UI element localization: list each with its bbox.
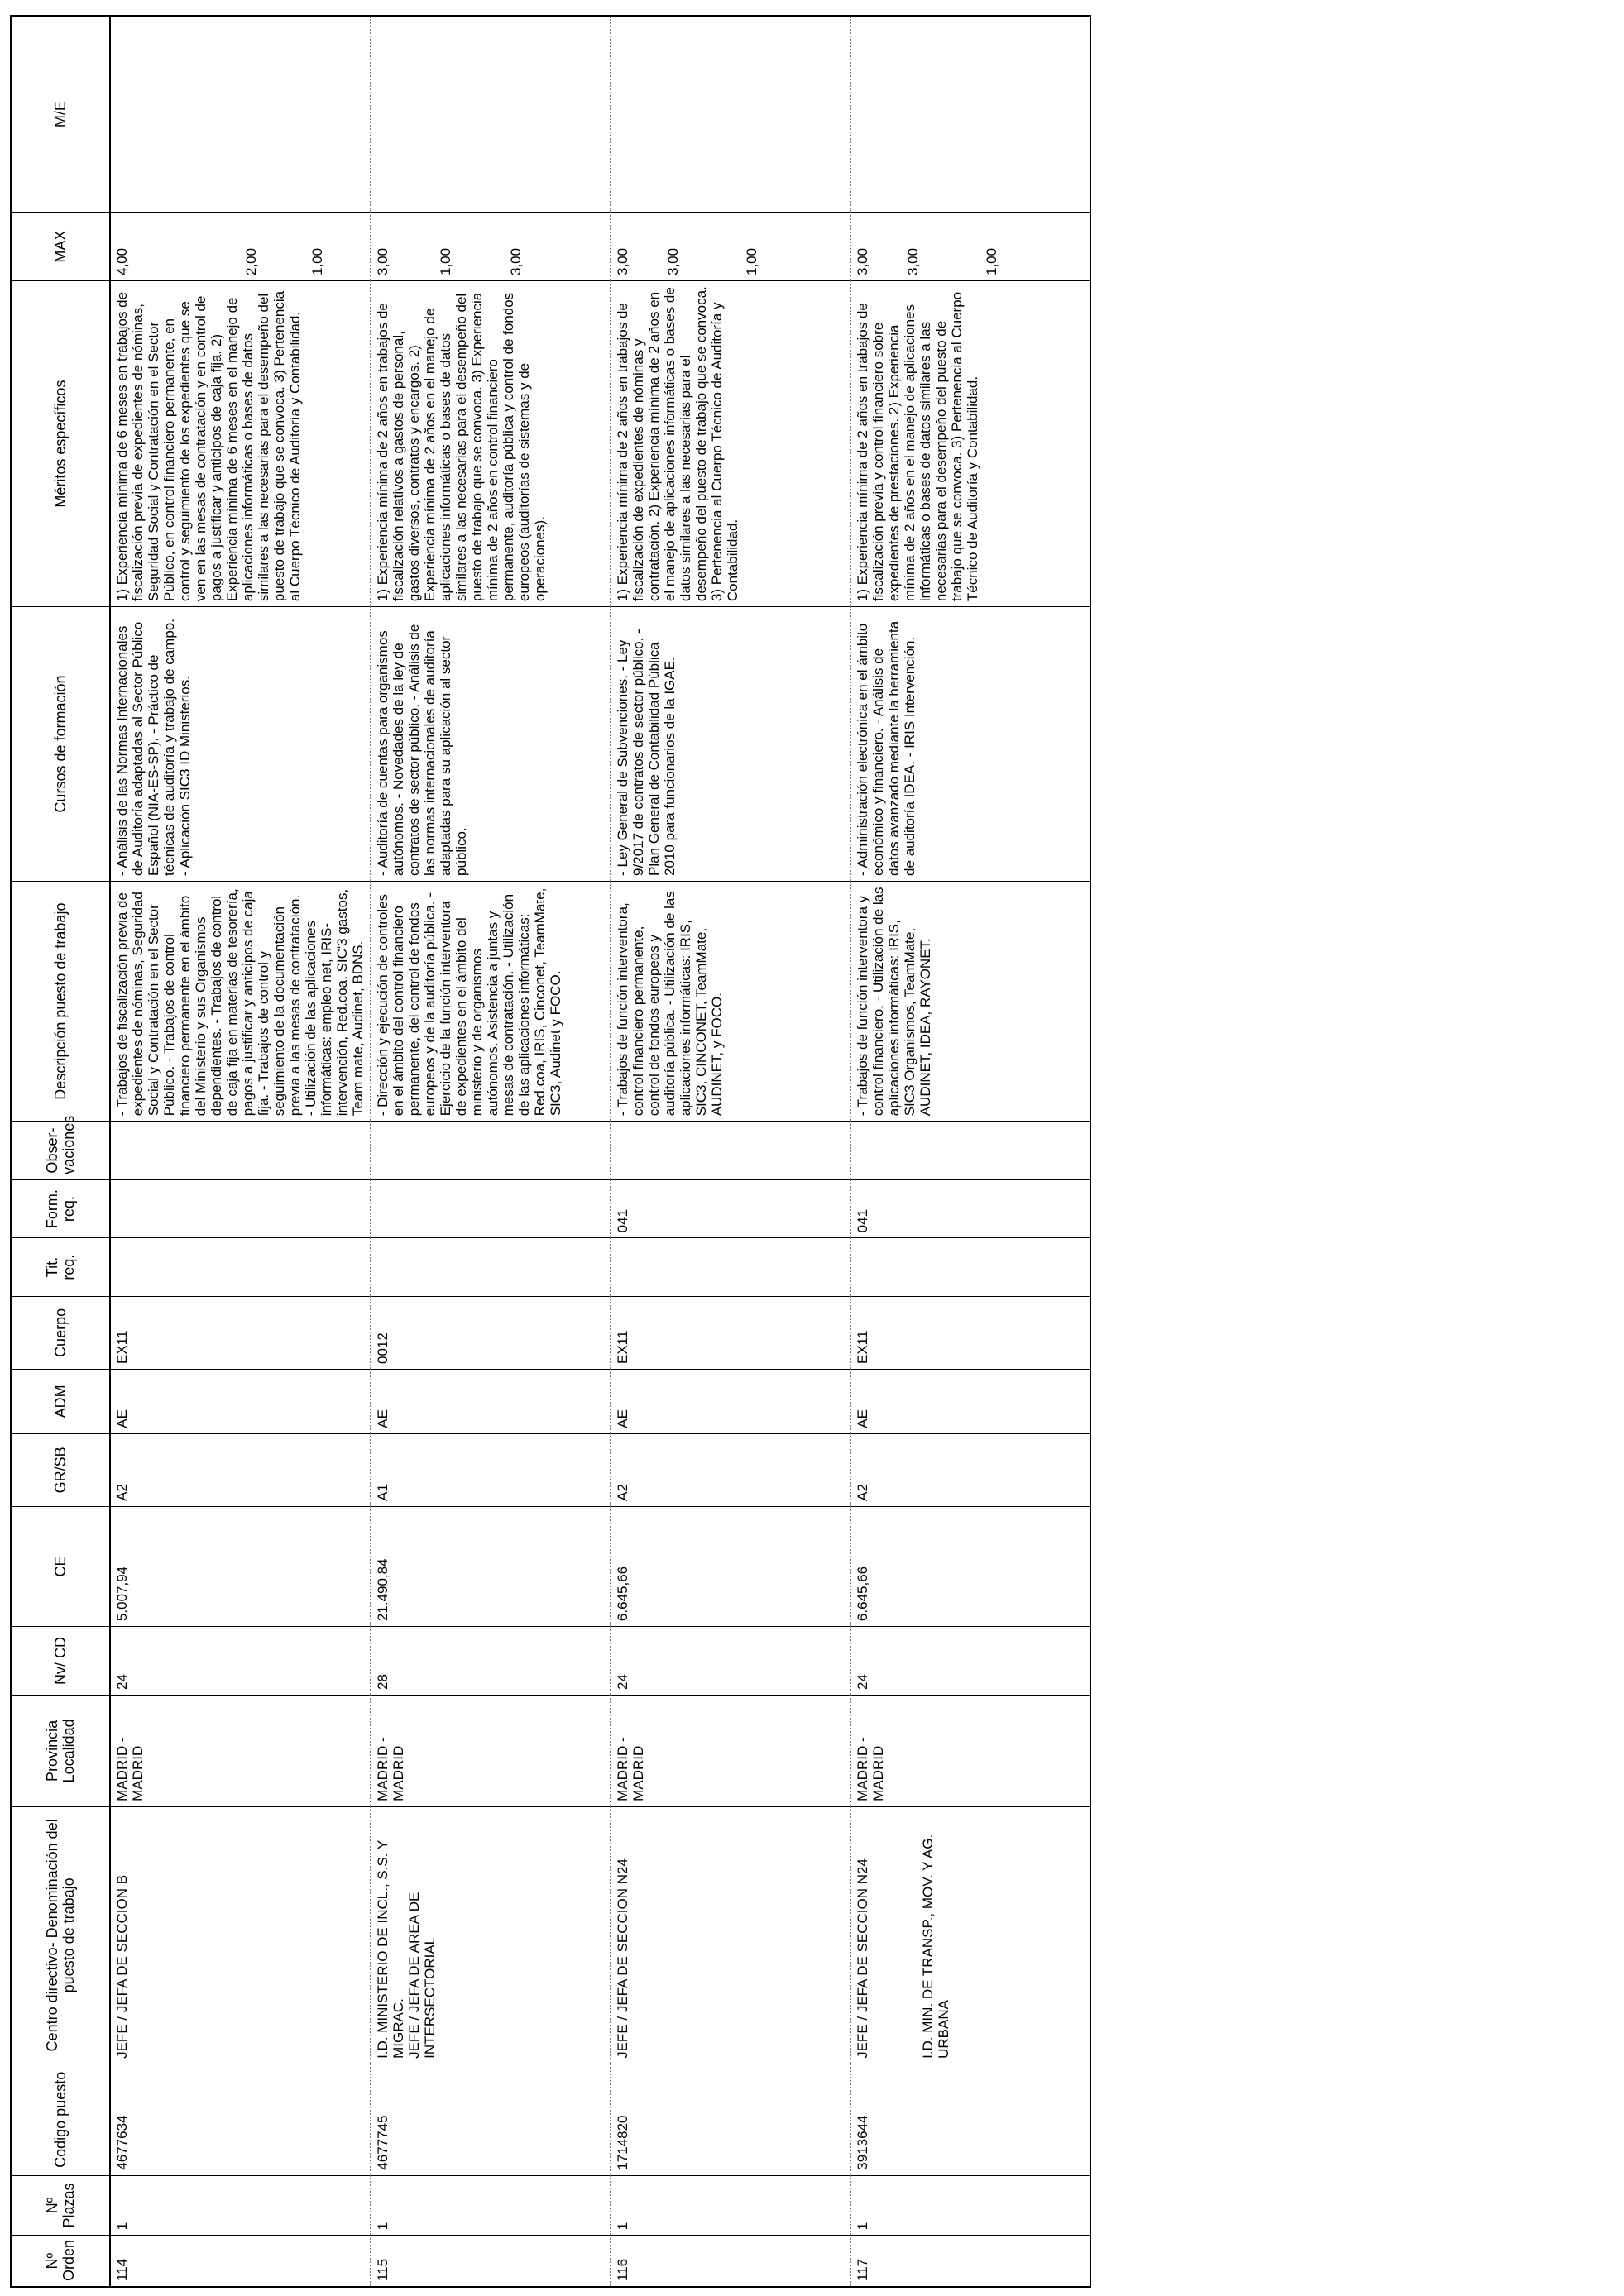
cell-grupo: A2: [850, 1433, 1090, 1506]
job-positions-table: [10, 15, 1091, 2288]
cell-me: [850, 16, 1090, 213]
header-plazas: Nº Plazas: [11, 2175, 110, 2236]
cell-plazas: 1: [371, 2175, 611, 2236]
max-value: 1,00: [983, 247, 999, 276]
header-nivel: Nv/ CD: [11, 1627, 110, 1696]
header-centro: Centro directivo- Denominación del puesto de trabajo: [11, 1806, 110, 2064]
cell-ce: 6.645,66: [611, 1506, 850, 1626]
cell-grupo: A2: [611, 1433, 850, 1506]
cell-formacion: [110, 1179, 371, 1238]
cell-observaciones: [110, 1122, 371, 1180]
directive-center: I.D. MIN. DE TRANSP., MOV. Y AG. URBANA: [919, 1834, 951, 2059]
cell-provincia: MADRID - MADRID: [371, 1696, 611, 1807]
cell-adm: AE: [110, 1369, 371, 1433]
header-grupo: GR/SB: [11, 1433, 110, 1506]
cell-codigo: 4677634: [110, 2064, 371, 2175]
cell-formacion: 041: [850, 1179, 1090, 1238]
max-value: 3,00: [614, 247, 630, 276]
cell-provincia: MADRID - MADRID: [850, 1696, 1090, 1807]
directive-center: I.D. MINISTERIO DE INCL., S.S. Y MIGRAC.: [374, 1840, 406, 2059]
cell-formacion: [371, 1179, 611, 1238]
cell-max: [371, 213, 611, 281]
max-value: 1,00: [437, 247, 453, 276]
max-value: 3,00: [507, 247, 524, 276]
position-title: JEFE / JEFA DE SECCION B: [114, 1874, 130, 2059]
header-cuerpo: Cuerpo: [11, 1296, 110, 1369]
max-value: 3,00: [854, 247, 870, 276]
cell-nivel: 24: [611, 1627, 850, 1696]
cell-cursos: - Ley General de Subvenciones. - Ley 9/2017 de contratos de sector público. - Plan General de Contabilidad Pública 2010 para funcionarios de la IGAE.: [611, 607, 850, 882]
cell-meritos: 1) Experiencia mínima de 6 meses en trabajos de fiscalización previa de expedientes de nóminas, Seguridad Social y Contratación en el Sector Público, en control financiero permanente, en control y seguimiento de los expedientes que se ven en las mesas de contratación y en control de pagos a justificar y anticipos de caja fija. 2) Experiencia mínima de 6 meses en el manejo de aplicaciones informáticas o bases de datos similares a las necesarias para el desempeño del puesto de trabajo que se convoca. 3) Pertenencia al Cuerpo Técnico de Auditoría y Contabilidad.: [110, 281, 371, 607]
cell-max: [611, 213, 850, 281]
cell-titulacion: [371, 1238, 611, 1297]
header-formacion: Form. req.: [11, 1179, 110, 1238]
cell-me: [371, 16, 611, 213]
cell-meritos: 1) Experiencia mínima de 2 años en trabajos de fiscalización de expedientes de nóminas y contratación. 2) Experiencia mínima de 2 años en el manejo de aplicaciones informáticas o bases de datos similares a las necesarias para el desempeño del puesto de trabajo que se convoca. 3) Pertenencia al Cuerpo Técnico de Auditoría y Contabilidad.: [611, 281, 850, 607]
cell-plazas: 1: [611, 2175, 850, 2236]
max-value: 1,00: [309, 247, 325, 276]
header-max: MAX: [11, 213, 110, 281]
table-row: [611, 16, 850, 2287]
header-row: [11, 16, 110, 2287]
cell-codigo: 4677745: [371, 2064, 611, 2175]
header-meritos: Méritos específicos: [11, 281, 110, 607]
cell-plazas: 1: [850, 2175, 1090, 2236]
cell-me: [110, 16, 371, 213]
position-title: JEFE / JEFA DE AREA DE INTERSECTORIAL: [405, 1892, 438, 2059]
cell-ce: 21.490,84: [371, 1506, 611, 1626]
position-title: JEFE / JEFA DE SECCION N24: [854, 1858, 870, 2059]
table-row: [371, 16, 611, 2287]
max-value: 3,00: [374, 247, 390, 276]
cell-adm: AE: [850, 1369, 1090, 1433]
cell-centro: [371, 1806, 611, 2064]
cell-orden: 114: [110, 2236, 371, 2287]
header-descripcion: Descripción puesto de trabajo: [11, 881, 110, 1121]
header-adm: ADM: [11, 1369, 110, 1433]
cell-plazas: 1: [110, 2175, 371, 2236]
cell-codigo: 3913644: [850, 2064, 1090, 2175]
header-ce: CE: [11, 1506, 110, 1626]
header-codigo: Codigo puesto: [11, 2064, 110, 2175]
cell-grupo: A2: [110, 1433, 371, 1506]
max-value: 3,00: [904, 247, 921, 276]
cell-nivel: 28: [371, 1627, 611, 1696]
cell-centro: [611, 1806, 850, 2064]
cell-centro: [850, 1806, 1090, 2064]
header-provincia: Provincia Localidad: [11, 1696, 110, 1807]
cell-observaciones: [611, 1122, 850, 1180]
cell-meritos: 1) Experiencia mínima de 2 años en trabajos de fiscalización previa y control financiero sobre expedientes de prestaciones. 2) Experiencia mínima de 2 años en el manejo de aplicaciones informáticas o bases de datos similares a las necesarias para el desempeño del puesto de trabajo que se convoca. 3) Pertenencia al Cuerpo Técnico de Auditoría y Contabilidad.: [850, 281, 1090, 607]
cell-provincia: MADRID - MADRID: [110, 1696, 371, 1807]
max-value: 3,00: [664, 247, 681, 276]
cell-cuerpo: EX11: [611, 1296, 850, 1369]
cell-meritos: 1) Experiencia mínima de 2 años en trabajos de fiscalización relativos a gastos de personal, gastos diversos, contratos y encargos. 2) Experiencia mínima de 2 años en el manejo de aplicaciones informáticas o bases de datos similares a las necesarias para el desempeño del puesto de trabajo que se convoca. 3) Experiencia mínima de 2 años en control financiero permanente, auditoría pública y control de fondos europeos (auditorías de sistemas y de operaciones).: [371, 281, 611, 607]
header-me: M/E: [11, 16, 110, 213]
max-value: 1,00: [743, 247, 759, 276]
cell-ce: 5.007,94: [110, 1506, 371, 1626]
table-row: [110, 16, 371, 2287]
cell-adm: AE: [371, 1369, 611, 1433]
cell-nivel: 24: [850, 1627, 1090, 1696]
cell-me: [611, 16, 850, 213]
cell-max: [850, 213, 1090, 281]
cell-observaciones: [850, 1122, 1090, 1180]
cell-orden: 116: [611, 2236, 850, 2287]
max-value: 4,00: [114, 247, 130, 276]
cell-descripcion: - Trabajos de función interventora, control financiero permanente, control de fondos europeos y auditoría pública. - Utilización de las aplicaciones informáticas: IRIS, SIC3, CINCONET, TeamMate, AUDINET, y FOCO.: [611, 881, 850, 1121]
cell-orden: 117: [850, 2236, 1090, 2287]
cell-nivel: 24: [110, 1627, 371, 1696]
header-orden: Nº Orden: [11, 2236, 110, 2287]
cell-cuerpo: EX11: [850, 1296, 1090, 1369]
cell-cursos: - Análisis de las Normas Internacionales de Auditoría adaptadas al Sector Público Español (NIA-ES-SP). - Práctico de técnicas de auditoría y trabajo de campo. - Aplicación SIC3 ID Ministerios.: [110, 607, 371, 882]
cell-descripcion: - Trabajos de fiscalización previa de expedientes de nóminas, Seguridad Social y Contratación en el Sector Público. - Trabajos de control financiero permanente en el ámbito del Ministerio y sus Organismos dependientes. - Trabajos de control de caja fija en materias de tesorería, pagos a justificar y anticipos de caja fija. - Trabajos de control y seguimiento de la documentación previa a las mesas de contratación. - Utilización de las aplicaciones informáticas: empleo net, IRIS-intervención, Red.coa, SIC'3 gastos, Team mate, Audinet, BDNS.: [110, 881, 371, 1121]
cell-descripcion: - Dirección y ejecución de controles en el ámbito del control financiero permanente, del control de fondos europeos y de la auditoría pública. - Ejercicio de la función interventora de expedientes en el ámbito del ministerio y de organismos autónomos. Asistencia a juntas y mesas de contratación. - Utilización de las aplicaciones informáticas: Red.coa, IRIS, Cinconet, TeamMate, SIC3, Audinet y FOCO.: [371, 881, 611, 1121]
header-cursos: Cursos de formación: [11, 607, 110, 882]
cell-formacion: 041: [611, 1179, 850, 1238]
cell-max: [110, 213, 371, 281]
cell-codigo: 1714820: [611, 2064, 850, 2175]
cell-titulacion: [110, 1238, 371, 1297]
cell-centro: [110, 1806, 371, 2064]
table-row: [850, 16, 1090, 2287]
max-value: 2,00: [243, 247, 259, 276]
cell-titulacion: [611, 1238, 850, 1297]
cell-cuerpo: EX11: [110, 1296, 371, 1369]
cell-provincia: MADRID - MADRID: [611, 1696, 850, 1807]
cell-descripcion: - Trabajos de función interventora y control financiero. - Utilización de las aplicaciones informáticas: IRIS, SIC3 Organismos, TeamMate, AUDINET, IDEA, RAYONET.: [850, 881, 1090, 1121]
cell-grupo: A1: [371, 1433, 611, 1506]
cell-orden: 115: [371, 2236, 611, 2287]
cell-ce: 6.645,66: [850, 1506, 1090, 1626]
header-titulacion: Tit. req.: [11, 1238, 110, 1297]
cell-adm: AE: [611, 1369, 850, 1433]
position-title: JEFE / JEFA DE SECCION N24: [614, 1858, 630, 2059]
header-observaciones: Obser- vaciones: [11, 1122, 110, 1180]
cell-cursos: - Auditoría de cuentas para organismos autónomos. - Novedades de la ley de contratos de sector público. - Análisis de las normas internacionales de auditoría adaptadas para su aplicación al sector público.: [371, 607, 611, 882]
cell-titulacion: [850, 1238, 1090, 1297]
cell-cursos: - Administración electrónica en el ámbito económico y financiero. - Análisis de datos avanzado mediante la herramienta de auditoría IDEA. - IRIS Intervención.: [850, 607, 1090, 882]
cell-cuerpo: 0012: [371, 1296, 611, 1369]
cell-observaciones: [371, 1122, 611, 1180]
